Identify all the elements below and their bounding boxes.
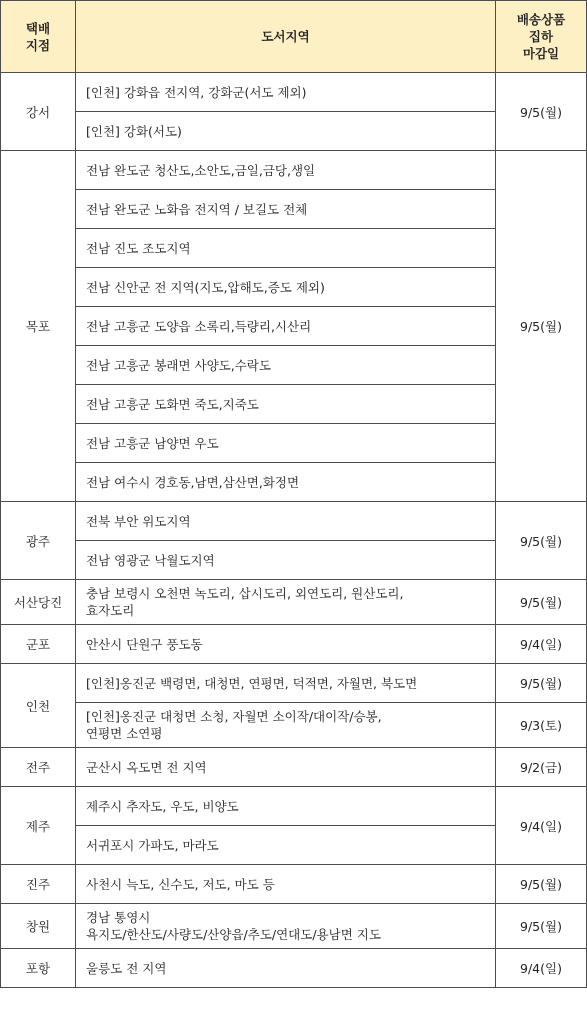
header-row	[1, 1, 587, 73]
branch-cell: 목포	[1, 151, 76, 502]
region-cell: 안산시 단원구 풍도동	[76, 625, 496, 664]
region-cell: 충남 보령시 오천면 녹도리, 삽시도리, 외연도리, 원산도리, 효자도리	[76, 580, 496, 625]
deadline-cell: 9/5(월)	[496, 502, 587, 580]
table-body	[1, 73, 587, 988]
deadline-cell: 9/5(월)	[496, 904, 587, 949]
table-row	[1, 502, 587, 541]
region-cell: [인천] 강화(서도)	[76, 112, 496, 151]
table-row	[1, 949, 587, 988]
region-cell: 전남 고흥군 도화면 죽도,지죽도	[76, 385, 496, 424]
region-cell: 경남 통영시 욕지도/한산도/사량도/산양읍/추도/연대도/용남면 지도	[76, 904, 496, 949]
table-row	[1, 748, 587, 787]
region-cell: 제주시 추자도, 우도, 비양도	[76, 787, 496, 826]
header-deadline	[496, 1, 587, 73]
region-cell: 전남 영광군 낙월도지역	[76, 541, 496, 580]
region-cell: 울릉도 전 지역	[76, 949, 496, 988]
table-row	[1, 73, 587, 112]
region-cell: 사천시 늑도, 신수도, 저도, 마도 등	[76, 865, 496, 904]
branch-cell: 전주	[1, 748, 76, 787]
deadline-cell: 9/5(월)	[496, 151, 587, 502]
deadline-cell: 9/4(일)	[496, 625, 587, 664]
region-cell: [인천]옹진군 대청면 소청, 자월면 소이작/대이작/승봉, 연평면 소연평	[76, 703, 496, 748]
table-row	[1, 664, 587, 703]
region-cell: 서귀포시 가파도, 마라도	[76, 826, 496, 865]
header-region-label: 도서지역	[261, 29, 310, 44]
branch-cell: 서산당진	[1, 580, 76, 625]
table-row	[1, 151, 587, 190]
region-cell: 전남 고흥군 도양읍 소록리,득량리,시산리	[76, 307, 496, 346]
region-cell: 전남 진도 조도지역	[76, 229, 496, 268]
region-cell: [인천] 강화읍 전지역, 강화군(서도 제외)	[76, 73, 496, 112]
branch-cell: 군포	[1, 625, 76, 664]
region-cell: 전남 신안군 전 지역(지도,압해도,증도 제외)	[76, 268, 496, 307]
branch-cell: 포항	[1, 949, 76, 988]
region-cell: 전남 완도군 청산도,소안도,금일,금당,생일	[76, 151, 496, 190]
deadline-cell: 9/5(월)	[496, 73, 587, 151]
header-deadline-label: 배송상품 집하 마감일	[516, 12, 566, 61]
deadline-cell: 9/5(월)	[496, 865, 587, 904]
table-row	[1, 865, 587, 904]
region-cell: 전남 고흥군 봉래면 사양도,수락도	[76, 346, 496, 385]
deadline-cell: 9/4(일)	[496, 949, 587, 988]
table-row	[1, 580, 587, 625]
region-cell: [인천]옹진군 백령면, 대청면, 연평면, 덕적면, 자월면, 북도면	[76, 664, 496, 703]
region-cell: 전남 고흥군 남양면 우도	[76, 424, 496, 463]
table-row	[1, 904, 587, 949]
deadline-cell: 9/5(월)	[496, 664, 587, 703]
table-row	[1, 625, 587, 664]
branch-cell: 창원	[1, 904, 76, 949]
deadline-cell: 9/2(금)	[496, 748, 587, 787]
header-branch-label: 택배 지점	[25, 20, 51, 53]
deadline-cell: 9/3(토)	[496, 703, 587, 748]
deadline-cell: 9/5(월)	[496, 580, 587, 625]
region-cell: 전남 완도군 노화읍 전지역 / 보길도 전체	[76, 190, 496, 229]
table-row	[1, 703, 587, 748]
region-cell: 군산시 옥도면 전 지역	[76, 748, 496, 787]
branch-cell: 진주	[1, 865, 76, 904]
header-branch	[1, 1, 76, 73]
deadline-cell: 9/4(일)	[496, 787, 587, 865]
header-region	[76, 1, 496, 73]
branch-cell: 인천	[1, 664, 76, 748]
region-cell: 전남 여수시 경호동,남면,삼산면,화정면	[76, 463, 496, 502]
table-row	[1, 787, 587, 826]
branch-cell: 제주	[1, 787, 76, 865]
branch-cell: 광주	[1, 502, 76, 580]
region-cell: 전북 부안 위도지역	[76, 502, 496, 541]
branch-cell: 강서	[1, 73, 76, 151]
